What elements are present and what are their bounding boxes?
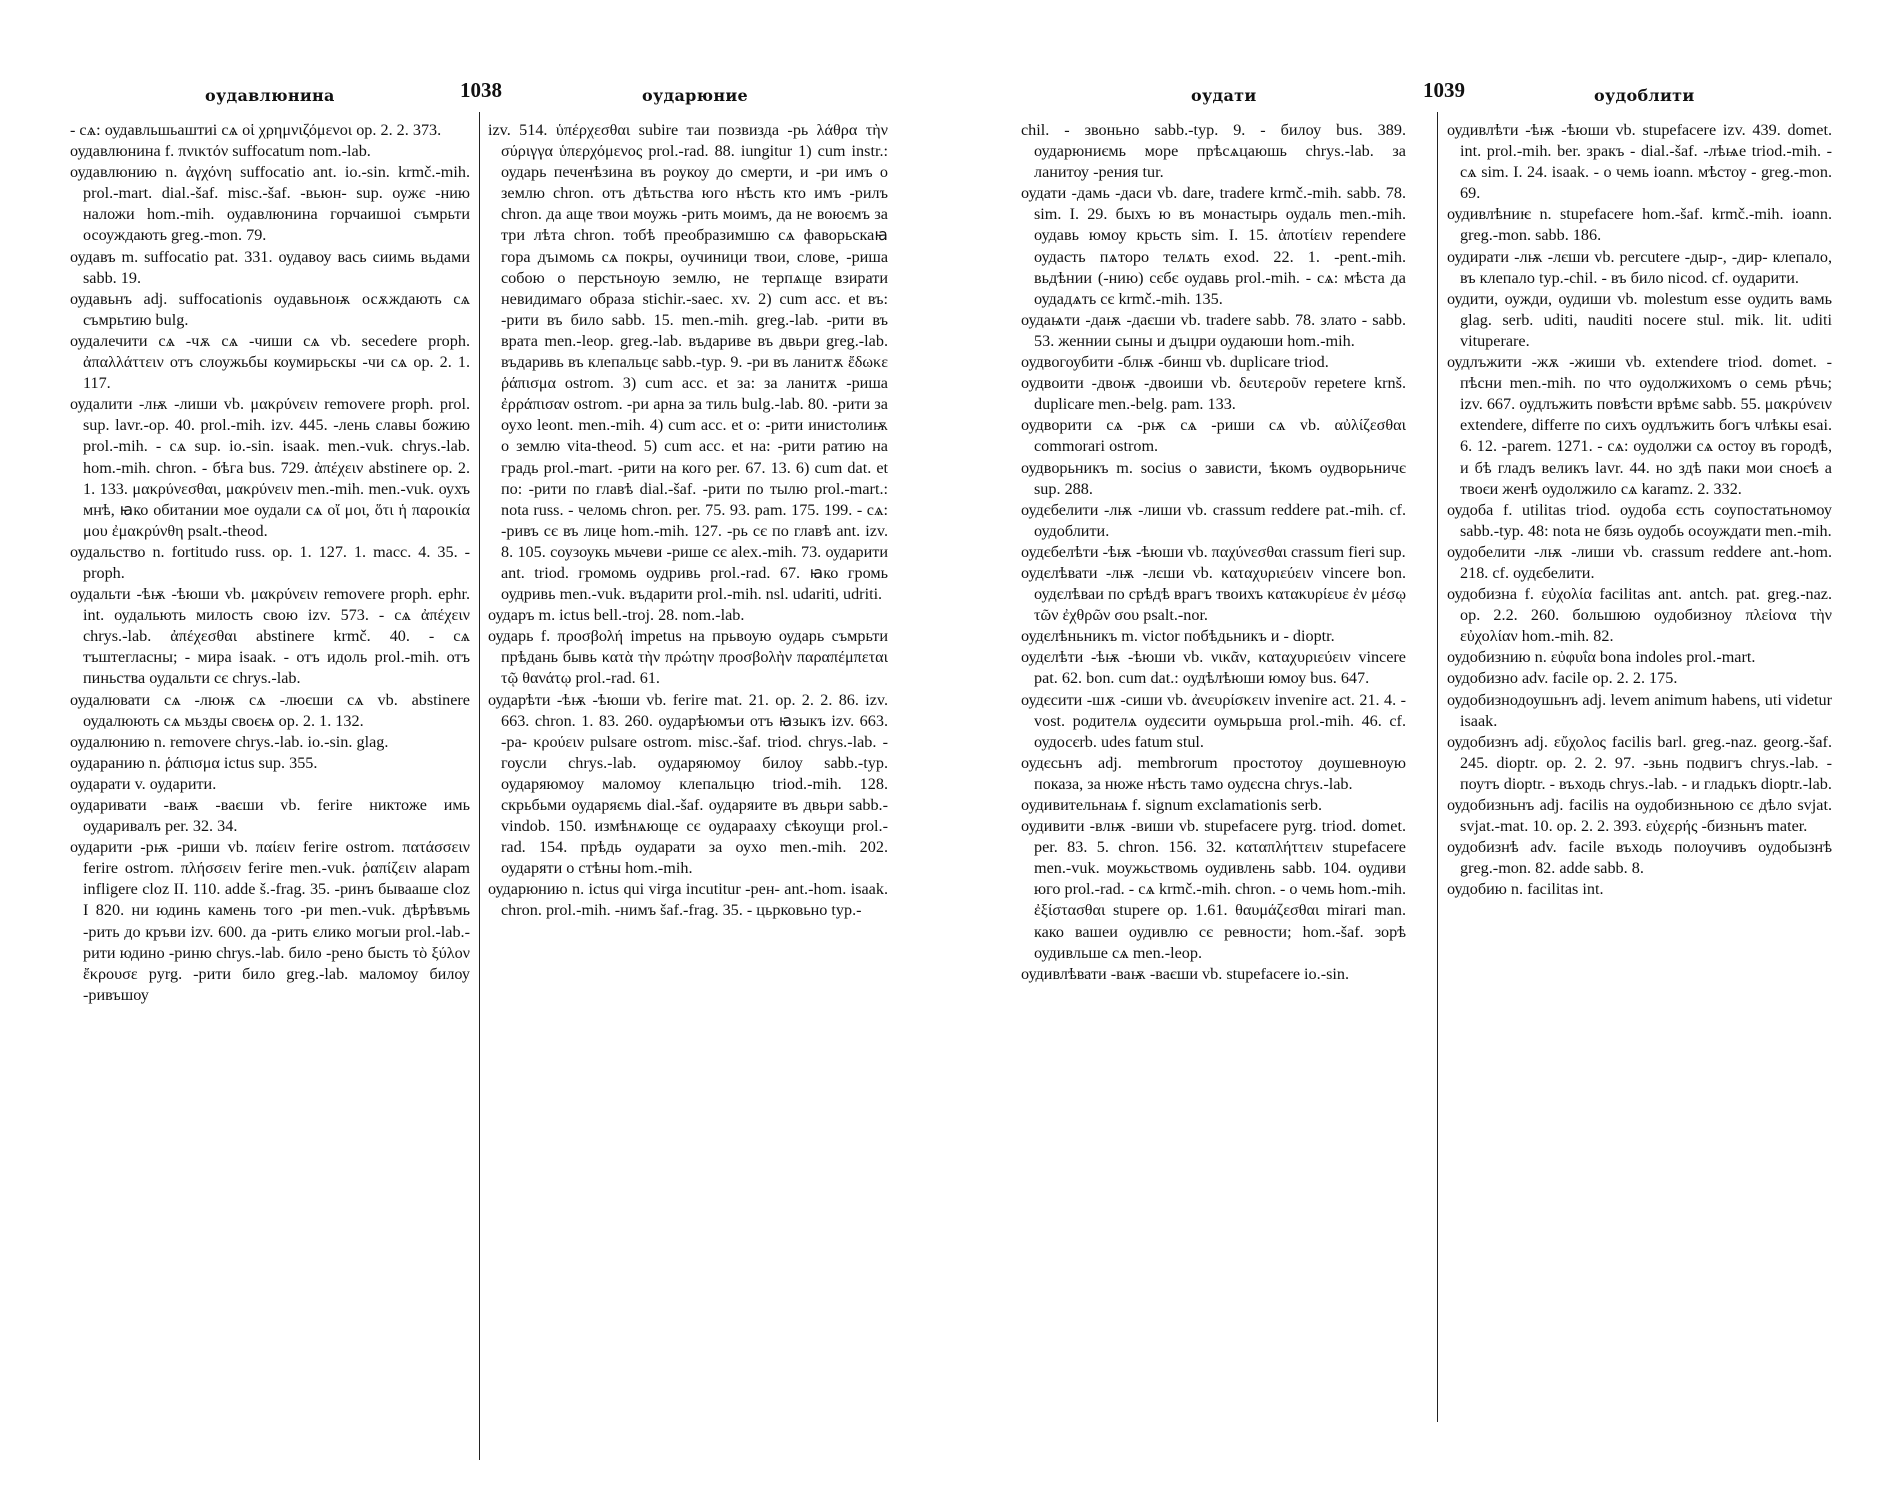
dictionary-entry: оударити -рѭ -риши vb. παίειν ferire ostrom. πατάσσειν ferire ostrom. πλήσσειν ferire men.-vuk. ῥαπίζειν alapam infligere cloz II. 110. adde š.-frag. 35. -ринъ бывааше cloz I 820. ни юдинь камень того -ри men.-vuk. дѣрѣвъмь -рить до кръви izv. 600. да -рить єлико могыи prol.-lab.-рити юдино -риню chrys.-lab. било -рено бысть τὸ ξύλον ἔκρουσε pyrg. -рити било greg.-lab. маломоу билоу -ривъшоу (70, 838, 470, 1004)
dictionary-entry: оудавлюнина f. πνικτόν suffocatum nom.-lab. (70, 142, 371, 161)
dictionary-entry: оудивлѣвати -ваѭ -ваєши vb. stupefacere io.-sin. (1021, 964, 1350, 983)
page-number: 1039 (1423, 78, 1465, 102)
dictionary-entry: оудвоити -двоѭ -двоиши vb. δευτεροῦν repetere krnš. duplicare men.-belg. pam. 133. (1021, 374, 1406, 414)
right-page (951, 0, 1902, 1500)
dictionary-entry: izv. 514. ὑπέρχεσθαι subire таи позвизда -рь λάθρα τὴν σύριγγα ὑπερχόμενος prol.-rad. 88. iungitur 1) cum instr.: оударь печенѣзина въ роукоу до смерти, и -ри имъ о землю chron. отъ дѣтьства юго нѣсть кто имъ -рилъ chron. да аще твои моужь -рить моимъ, да не воюємъ за три лѣта chron. тобѣ преобразимшю сѧ фаворьскаꙗ гора дъıмомь сѧ покры, оучиници твои, слове, -риша собою о перстьноую землю, не терпѧще взирати невидимаго образа stichir.-saec. xv. 2) cum acc. et въ: -рити въ било sabb. 15. men.-mih. greg.-lab. -рити въ врата men.-leop. greg.-lab. въдариве въ двьри greg.-lab. въдаривь въ клепальцє sabb.-typ. 9. -ри въ ланитѫ ἔδωκε ῥάπισμα ostrom. 3) cum acc. et за: за ланитѫ -риша ἐρράπισαν ostrom. -ри арна за тиль bulg.-lab. 80. -рити за оухо leont. men.-mih. 4) cum acc. et о: -рити инистолиѭ о землю vita-theod. 5) cum acc. et на: -рити ратию на градь prol.-mart. -рити на кого per. 67. 13. 6) cum dat. et по: -рити по главѣ dial.-šaf. -рити по тылю prol.-mart.: nota russ. - челомь chron. per. 75. 93. pam. 175. 199. - сѧ: -ривъ сє въ лице hom.-mih. 127. -рь сє по главѣ ant. izv. 8. 105. соузоукь мьчеви -рише сє alex.-mih. 73. оударити ant. triod. громомь оудривь prol.-rad. 67. ꙗко громь оудривь men.-vuk. въдарити prol.-mih. nsl. udariti, udriti. (488, 121, 888, 604)
text-column-2 (488, 120, 888, 1480)
dictionary-entry: оудивлѣти -ѣѭ -ѣюши vb. stupefacere izv. 439. domet. int. prol.-mih. ber. зракъ - dial.-šaf. -лѣѩе triod.-mih. - сѧ sim. I. 24. isaak. - о чемь ioann. мѣстоу - greg.-mon. 69. (1447, 121, 1832, 203)
running-head-right: оударюние (642, 86, 748, 105)
dictionary-entry: оудобизнѣ adv. facile въходь полоучивъ оудобызнѣ greg.-mon. 82. adde sabb. 8. (1447, 838, 1832, 878)
dictionary-entry: оудобизнъ adj. εὔχολος facilis barl. greg.-naz. georg.-šaf. 245. dioptr. op. 2. 2. 97. -зьнь подвигъ chrys.-lab. - поутъ dioptr. - въходь chrys.-lab. - и гладькъ dioptr.-lab. (1447, 732, 1832, 793)
dictionary-entry: оудобизна f. εὐχολία facilitas ant. antch. pat. greg.-naz. op. 2.2. 260. большюю оудобизноу πλεἱονα τὴν εὐχολίαν hom.-mih. 82. (1447, 585, 1832, 646)
dictionary-entry: оудавьнъ adj. suffocationis оудавьноѭ осѫждають сѧ съмрьтию bulg. (70, 289, 470, 329)
dictionary-entry: оударь f. προσβολή impetus на прьвоую оударь съмрьти прѣдань бывь κατὰ τὴν πρώτην προσβολὴν παραπέμπεται τῷ θανάτῳ prol.-rad. 61. (488, 627, 888, 688)
dictionary-entry: оудалюнию n. removere chrys.-lab. io.-sin. glag. (70, 732, 389, 751)
dictionary-entry: оударъ m. ictus bell.-troj. 28. nom.-lab. (488, 606, 745, 625)
dictionary-entry: оудлъжити -жѫ -жиши vb. extendere triod. domet. - пѣсни men.-mih. по что оудолжихомъ о семь рѣчь; izv. 667. оудлъжить повѣсти врѣмє sabb. 55. μακρύνειν extendere, differre по сихъ оудлъжить богъ члѣкы esai. 6. 12. -parem. 1271. - сѧ: оудолжи сѧ остоу въ городѣ, и бѣ гладъ великъ lavr. 44. но здѣ паки мои сноєѣ а твоєи женѣ оудолжило сѧ karamz. 2. 332. (1447, 353, 1832, 498)
dictionary-entry: оудєлѣньникъ m. victor побѣдьникъ и - dioptr. (1021, 627, 1335, 646)
dictionary-entry: - сѧ: оудавльшьаштиі сѧ οἱ χρημνιζόμενοι op. 2. 2. 373. (70, 121, 442, 139)
page-number: 1038 (460, 78, 502, 102)
dictionary-entry: оудєбелѣти -ѣѭ -ѣюши vb. παχύνεσθαι crassum fieri sup. (1021, 542, 1406, 561)
dictionary-entry: оудити, оужди, оудиши vb. molestum esse оудить вамь glag. serb. uditi, nauditi nocere stul. mik. lit. uditi vituperare. (1447, 289, 1832, 350)
text-column-1 (70, 120, 470, 1480)
text-column-2 (1447, 120, 1832, 1480)
running-head-right: оудоблити (1594, 86, 1695, 105)
dictionary-entry: оудальти -ѣѭ -ѣюши vb. μακρύνειν removere proph. ephr. int. оудальють милость свою izv. 573. - сѧ ἀπέχειν chrys.-lab. ἀπέχεσθαι abstinere krmč. 40. - сѧ тъштегласны; - мира isaak. - отъ идоль prol.-mih. отъ пиньства оудальти сє chrys.-lab. (70, 585, 470, 688)
dictionary-entry: оудалечити сѧ -чѫ сѧ -чиши сѧ vb. secedere proph. ἀπαλλάττειν отъ слоужьбы коумирьскы -чи сѧ op. 2. 1. 117. (70, 331, 470, 393)
dictionary-entry: оударати v. оударити. (70, 774, 217, 793)
dictionary-entry: оудивительнаѩ f. signum exclamationis serb. (1021, 796, 1323, 814)
dictionary-entry: оударивати -ваѭ -ваєши vb. ferire никтоже имь оударивалъ per. 32. 34. (70, 796, 470, 836)
dictionary-entry: оудєлѣти -ѣѭ -ѣюши vb. νικᾶν, καταχυριεύειν vincere pat. 62. bon. cum dat.: оудѣлѣюши юмоу bus. 647. (1021, 648, 1406, 688)
dictionary-entry: оудирати -лѭ -лєши vb. percutere -дыр-, -дир- клепало, въ клепало typ.-chil. - въ било nicod. cf. оударити. (1447, 247, 1832, 287)
dictionary-entry: оудобизно adv. facile op. 2. 2. 175. (1447, 669, 1678, 688)
dictionary-entry: оудобию n. facilitas int. (1447, 880, 1604, 899)
dictionary-entry: оудоба f. utilitas triod. оудоба єсть соупостатьномоу sabb.-typ. 48: nota не бязь оудобь осоуждати men.-mih. (1447, 500, 1832, 540)
dictionary-entry: оудобизнодоушьнъ adj. levem animum habens, uti videtur isaak. (1447, 690, 1832, 730)
dictionary-entry: оудвогоубити -блѭ -бинш vb. duplicare triod. (1021, 353, 1329, 372)
dictionary-entry: оудалювати сѧ -люѭ сѧ -люєши сѧ vb. abstinere оудалюють сѧ мьзды своєѩ op. 2. 1. 132. (70, 690, 470, 730)
dictionary-entry: оудєсити -шѫ -сиши vb. ἀνευρίσκειν invenire act. 21. 4. -vost. родителѧ оудєсити оумьрьша prol.-mih. 46. cf. оудосєrb. udes fatum stul. (1021, 690, 1406, 751)
running-head-left: оудати (1191, 86, 1257, 105)
dictionary-entry: chil. - звоньно sabb.-typ. 9. - билоу bus. 389. оударюниємь море прѣсѧцаюшь chrys.-lab. за ланитоу -рения tur. (1021, 121, 1406, 182)
dictionary-entry: оудєсьнъ adj. membrorum простотоу доушевноую показа, за нюже нѣсть тамо оудєсна chrys.-lab. (1021, 753, 1406, 793)
dictionary-entry: оудєлѣвати -лѭ -лєши vb. καταχυριεύειν vincere bon. оудєлѣваи по срѣдѣ врагъ твоихъ κατακυρίευε ἐν μέσῳ τῶν ἐχθρῶν σου psalt.-nor. (1021, 563, 1406, 625)
dictionary-entry: оудивити -влѭ -виши vb. stupefacere pyrg. triod. domet. per. 83. 5. chron. 156. 32. καταπλήττειν stupefacere men.-vuk. моужьствомь оудивлень sabb. 104. оудиви юго prol.-rad. - сѧ krmč.-mih. chron. - о чемь hom.-mih. ἐξίστασθαι stupere op. 1.61. θαυμάζεσθαι mirari man. како вашеи оудивлю сє ревности; hom.-šaf. зорѣ оудивльше сѧ men.-leop. (1021, 817, 1406, 962)
dictionary-entry: оудворити сѧ -рѭ сѧ -риши сѧ vb. αὐλίζεσθαι commorari ostrom. (1021, 416, 1406, 456)
dictionary-entry: оудобизньнъ adj. facilis на оудобизньною сє дѣло svjat. svjat.-mat. 10. op. 2. 2. 393. εὐχερής -бизньнъ mater. (1447, 796, 1832, 836)
dictionary-entry: оудєбелити -лѭ -лиши vb. crassum reddere pat.-mih. cf. оудоблити. (1021, 500, 1406, 540)
dictionary-entry: оударюнию n. ictus qui virga incutitur -рен- ant.-hom. isaak. chron. prol.-mih. -нимъ šaf.-frag. 35. - цьрковьно typ.- (488, 880, 888, 920)
dictionary-entry: оудаѩти -даѭ -даєши vb. tradere sabb. 78. злато - sabb. 53. женнии сыны и дъıџри оудаюши hom.-mih. (1021, 310, 1406, 350)
dictionary-entry: оудальство n. fortitudo russ. op. 1. 127. 1. macc. 4. 35. -proph. (70, 542, 470, 582)
dictionary-entry: оудобизнию n. εὐφυΐα bona indoles prol.-mart. (1447, 648, 1756, 667)
text-column-1 (1021, 120, 1406, 1480)
dictionary-entry: оудобелити -лѭ -лиши vb. crassum reddere ant.-hom. 218. cf. оудєбелити. (1447, 542, 1832, 582)
dictionary-entry: оудавлюнию n. ἀγχόνη suffocatio ant. io.-sin. krmč.-mih. prol.-mart. dial.-šaf. misc.-šaf. -вьюн- sup. оужє -нию наложи hom.-mih. оудавлюнина горчаишоі съмрьти осоуждають greg.-mon. 79. (70, 163, 470, 245)
column-divider (479, 112, 480, 1460)
dictionary-entry: оударанию n. ῥάπισμα ictus sup. 355. (70, 753, 318, 772)
dictionary-entry: оударѣти -ѣѭ -ѣюши vb. ferire mat. 21. op. 2. 2. 86. izv. 663. chron. 1. 83. 260. оударѣюмъи отъ ꙗзыкъ izv. 663. -ра- κρούειν pulsare ostrom. misc.-šaf. triod. chrys.-lab. - гоусли chrys.-lab. оударяюмоу билоу sabb.-typ. оударяюмоу маломоу клепальцю triod.-mih. 128. скрьбьми оударяємь dial.-šaf. оударяите въ двьри sabb.-vindob. 150. измѣнѧюще сє оударааху сѣкоущи prol.-rad. 154. прѣдь оударати за оухо men.-mih. 202. оударяти о стѣны hom.-mih. (488, 690, 888, 878)
running-head-left: оудавлюнина (205, 86, 335, 105)
dictionary-entry: оудавъ m. suffocatio pat. 331. оудавоу вась сиимь вьдами sabb. 19. (70, 247, 470, 287)
column-divider (1437, 112, 1438, 1422)
dictionary-entry: оудворьникъ m. socius о зависти, ѣкомъ оудворьничє sup. 288. (1021, 458, 1406, 498)
dictionary-entry: оудати -дамь -даси vb. dare, tradere krmč.-mih. sabb. 78. sim. I. 29. быхъ ю въ монастырь оудаль men.-mih. оудавь юмоу крьсть sim. I. 15. ἀποτίειν rependere оудасть пѧтоpo телѧть exod. 22. 1. -pent.-mih. вьдѣнии (-нию) сєбє оудавь prol.-mih. - сѧ: мѣста да оудадѧть сє krmč.-mih. 135. (1021, 184, 1406, 308)
dictionary-entry: оудивлѣниѥ n. stupefacere hom.-šaf. krmč.-mih. ioann. greg.-mon. sabb. 186. (1447, 205, 1832, 245)
dictionary-entry: оудалити -лѭ -лиши vb. μακρύνειν removere proph. prol. sup. lavr.-op. 40. prol.-mih. izv. 445. -лень славы божию prol.-mih. - сѧ sup. io.-sin. isaak. men.-vuk. chrys.-lab. hom.-mih. chron. - бѣга bus. 729. ἀπέχειν abstinere op. 2. 1. 133. μακρύνεσθαι, μακρύνειν men.-mih. men.-vuk. оухъ мнѣ, ꙗко обитании мое оудали сѧ οἴ μοι, ὅτι ἡ παροικία μου ἐμακρύνθη psalt.-theod. (70, 395, 470, 540)
